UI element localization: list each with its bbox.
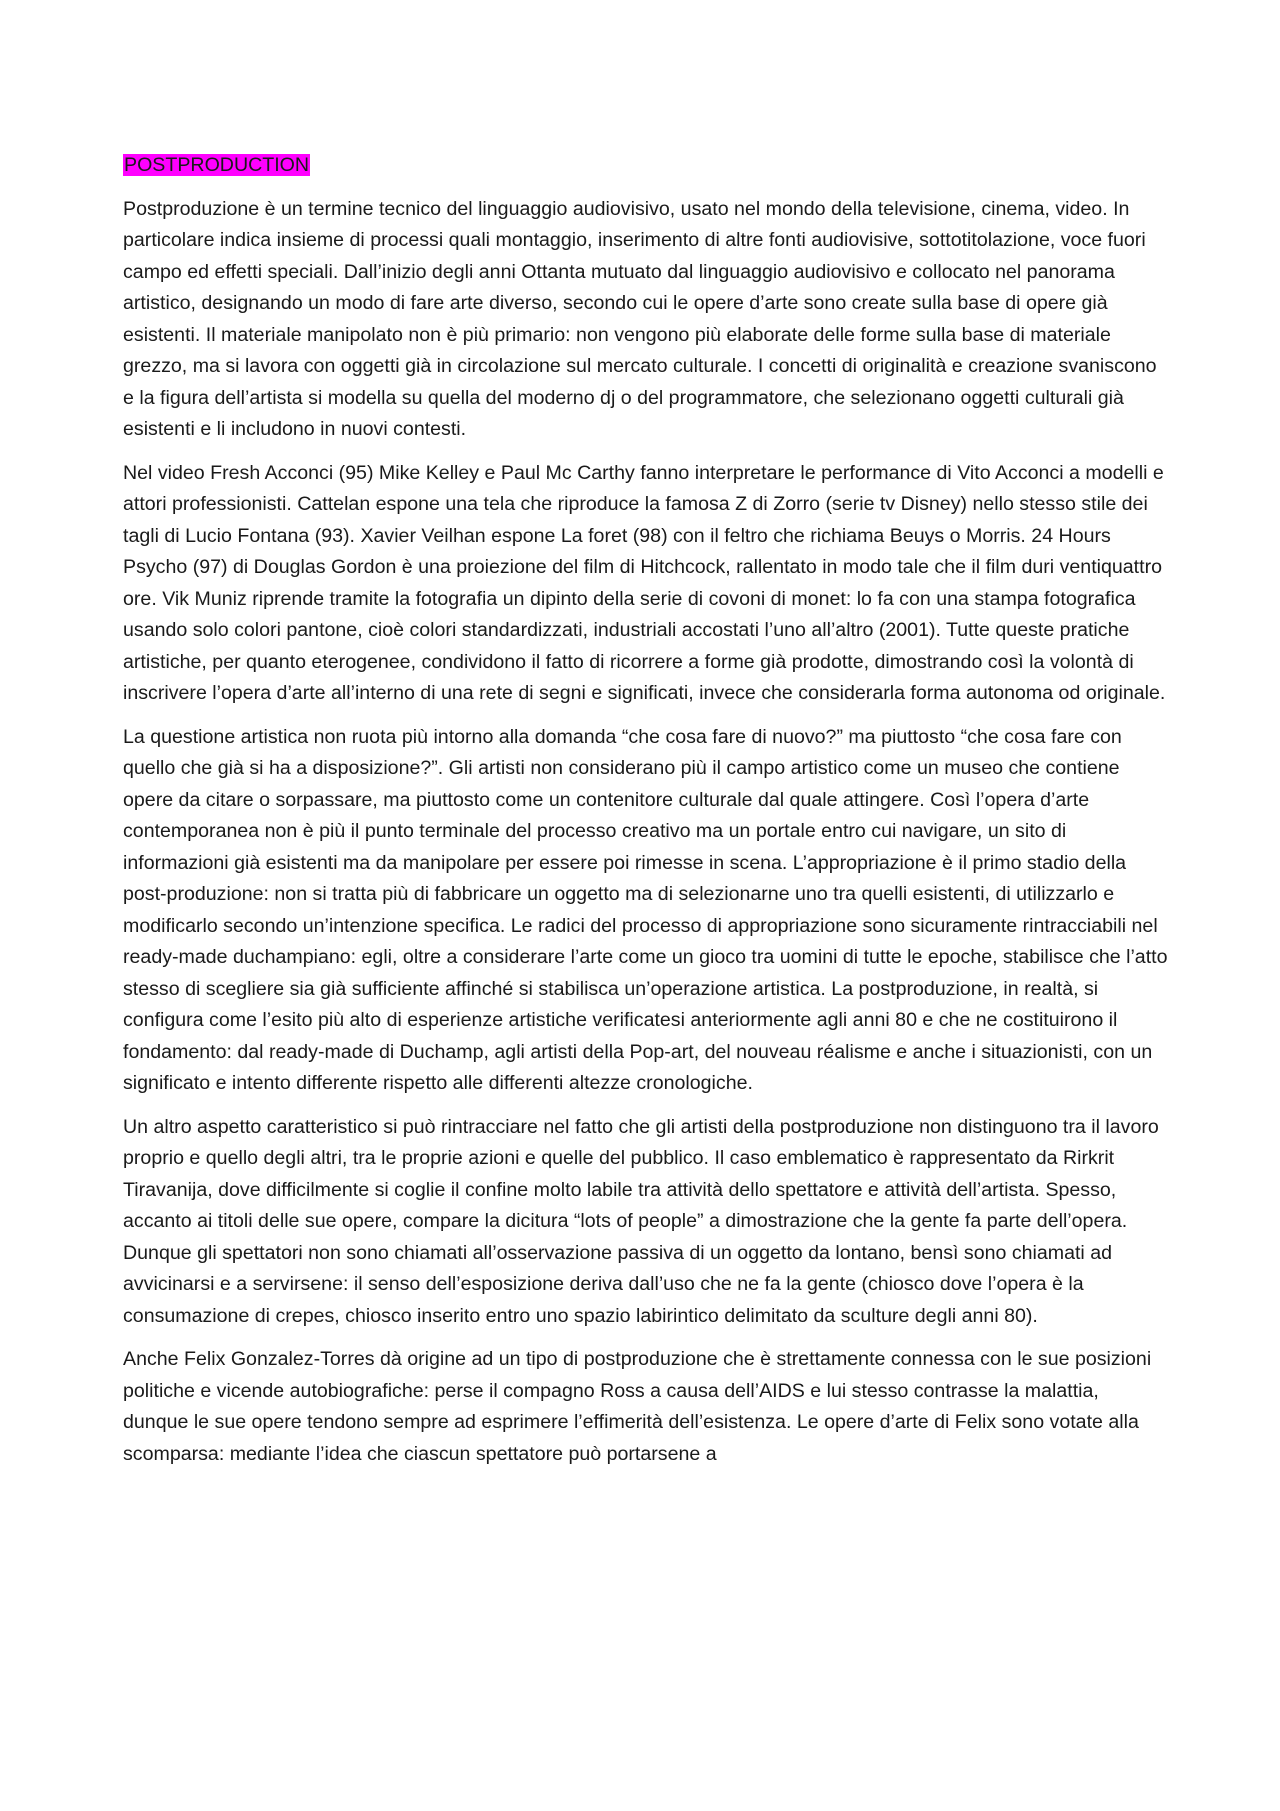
paragraph-intro: Postproduzione è un termine tecnico del linguaggio audiovisivo, usato nel mondo della televisione, cinema, video. In particolare indica insieme di processi quali montaggio, inserimento di altre fonti audiovisive, sottotitolazione, voce fuori campo ed effetti speciali. Dall’inizio degli anni Ottanta mutuato dal linguaggio audiovisivo e collocato nel panorama artistico, designando un modo di fare arte diverso, secondo cui le opere d’arte sono create sulla base di opere già esistenti. Il materiale manipolato non è più primario: non vengono più elaborate delle forme sulla base di materiale grezzo, ma si lavora con oggetti già in circolazione sul mercato culturale. I concetti di originalità e creazione svaniscono e la figura dell’artista si modella su quella del moderno dj o del programmatore, che selezionano oggetti culturali già esistenti e li includono in nuovi contesti. bbox=[123, 197, 1157, 440]
paragraph-gonzalez-torres: Anche Felix Gonzalez-Torres dà origine ad un tipo di postproduzione che è strettamente connessa con le sue posizioni politiche e vicende autobiografiche: perse il compagno Ross a causa dell’AIDS e lui stesso contrasse la malattia, dunque le sue opere tendono sempre ad esprimere l’effimerità dell’esistenza. Le opere d’arte di Felix sono votate alla scomparsa: mediante l’idea che ciascun spettatore può portarsene a bbox=[123, 1348, 1152, 1465]
document-title bbox=[123, 150, 1168, 182]
document-title-highlight: POSTPRODUCTION bbox=[124, 154, 310, 176]
paragraph-tiravanija: Un altro aspetto caratteristico si può rintracciare nel fatto che gli artisti della postproduzione non distinguono tra il lavoro proprio e quello degli altri, tra le proprie azioni e quelle del pubblico. Il caso emblematico è rappresentato da Rirkrit Tiravanija, dove difficilmente si coglie il confine molto labile tra attività dello spettatore e attività dell’artista. Spesso, accanto ai titoli delle sue opere, compare la dicitura “lots of people” a dimostrazione che la gente fa parte dell’opera. Dunque gli spettatori non sono chiamati all’osservazione passiva di un oggetto da lontano, bensì sono chiamati ad avvicinarsi e a servirsene: il senso dell’esposizione deriva dall’uso che ne fa la gente (chiosco dove l’opera è la consumazione di crepes, chiosco inserito entro uno spazio labirintico delimitato da sculture degli anni 80). bbox=[123, 1115, 1159, 1327]
document-body bbox=[123, 150, 1168, 1482]
paragraph-artistic-question: La questione artistica non ruota più intorno alla domanda “che cosa fare di nuovo?” ma piuttosto “che cosa fare con quello che già si ha a disposizione?”. Gli artisti non considerano più il campo artistico come un museo che contiene opere da citare o sorpassare, ma piuttosto come un contenitore culturale dal quale attingere. Così l’opera d’arte contemporanea non è più il punto terminale del processo creativo ma un portale entro cui navigare, un sito di informazioni già esistenti ma da manipolare per essere poi rimesse in scena. L’appropriazione è il primo stadio della post-produzione: non si tratta più di fabbricare un oggetto ma di selezionarne uno tra quelli esistenti, di utilizzarlo e modificarlo secondo un’intenzione specifica. Le radici del processo di appropriazione sono sicuramente rintracciabili nel ready-made duchampiano: egli, oltre a considerare l’arte come un gioco tra uomini di tutte le epoche, stabilisce che l’atto stesso di scegliere sia già sufficiente affinché si stabilisca un’operazione artistica. La postproduzione, in realtà, si configura come l’esito più alto di esperienze artistiche verificatesi anteriormente agli anni 80 e che ne costituirono il fondamento: dal ready-made di Duchamp, agli artisti della Pop-art, del nouveau réalisme e anche i situazionisti, con un significato e intento differente rispetto alle differenti altezze cronologiche. bbox=[123, 725, 1168, 1094]
paragraph-examples: Nel video Fresh Acconci (95) Mike Kelley e Paul Mc Carthy fanno interpretare le performance di Vito Acconci a modelli e attori professionisti. Cattelan espone una tela che riproduce la famosa Z di Zorro (serie tv Disney) nello stesso stile dei tagli di Lucio Fontana (93). Xavier Veilhan espone La foret (98) con il feltro che richiama Beuys o Morris. 24 Hours Psycho (97) di Douglas Gordon è una proiezione del film di Hitchcock, rallentato in modo tale che il film duri ventiquattro ore. Vik Muniz riprende tramite la fotografia un dipinto della serie di covoni di monet: lo fa con una stampa fotografica usando solo colori pantone, cioè colori standardizzati, industriali accostati l’uno all’altro (2001). Tutte queste pratiche artistiche, per quanto eterogenee, condividono il fatto di ricorrere a forme già prodotte, dimostrando così la volontà di inscrivere l’opera d’arte all’interno di una rete di segni e significati, invece che considerarla forma autonoma od originale. bbox=[123, 461, 1166, 704]
